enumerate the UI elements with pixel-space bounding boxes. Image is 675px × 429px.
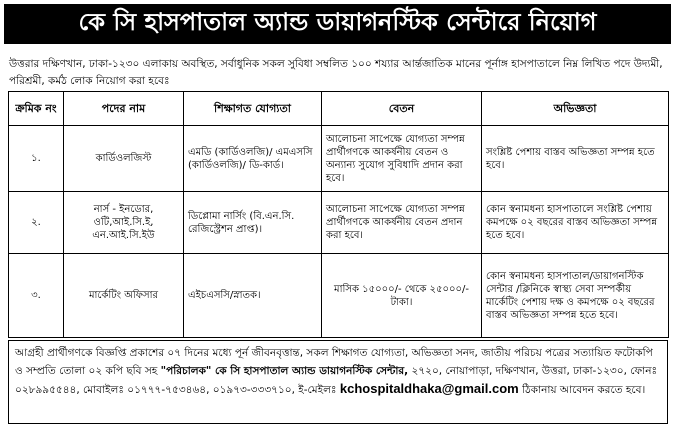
row-post: কার্ডিওলজিস্ট [64, 126, 184, 192]
row-post: মার্কেটিং অফিসার [64, 254, 184, 338]
row-qualification: এইচএসসি/স্নাতক। [184, 254, 322, 338]
row-post: নার্স - ইনডোর, ওটি,আই.সি.ই, এন.আই.সি.ইউ [64, 192, 184, 254]
table-row [9, 126, 669, 192]
header-post: পদের নাম [64, 92, 184, 126]
row-serial: ৩. [9, 254, 64, 338]
row-experience: কোন স্বনামধন্য হাসপাতাল/ডায়াগনস্টিক সেন্টার /ক্লিনিকে স্বাস্থ্য সেবা সম্পর্কীয় মার্কেটিং পেশায় দক্ষ ও কমপক্ষে ০২ বছরের বাস্তব অভিজ্ঞতা সম্পন্ন হতে হবে। [482, 254, 669, 338]
header-experience: অভিজ্ঞতা [482, 92, 669, 126]
row-salary: মাসিক ১৫০০০/- থেকে ২৫০০০/- টাকা। [322, 254, 482, 338]
table-row [9, 192, 669, 254]
row-qualification: ডিপ্লোমা নার্সিং (বি.এন.সি. রেজিস্ট্রেশন প্রাপ্ত)। [184, 192, 322, 254]
row-serial: ১. [9, 126, 64, 192]
recipient-organization: "পরিচালক" কে সি হাসপাতাল অ্যান্ড ডায়াগনস্টিক সেন্টার, [160, 365, 409, 377]
table-row [9, 254, 669, 338]
closing-text: ঠিকানায় আবেদন করতে হবে। [522, 384, 646, 396]
row-experience: সংশ্লিষ্ট পেশায় বাস্তব অভিজ্ঞতা সম্পন্ন হতে হবে। [482, 126, 669, 192]
vacancy-table [8, 91, 669, 338]
row-serial: ২. [9, 192, 64, 254]
header-serial: ক্রমিক নং [9, 92, 64, 126]
header-salary: বেতন [322, 92, 482, 126]
advert-title: কে সি হাসপাতাল অ্যান্ড ডায়াগনস্টিক সেন্টারে নিয়োগ [4, 4, 671, 44]
row-qualification: এমডি (কার্ডিওলজি)/ এমএসসি (কার্ডিওলজি)/ ডি-কার্ড। [184, 126, 322, 192]
row-salary: আলোচনা সাপেক্ষে যোগ্যতা সম্পন্ন প্রার্থীগণকে আকর্ষনীয় বেতন ও অন্যান্য সুযোগ সুবিধাদি প্রদান করা হবে। [322, 126, 482, 192]
intro-paragraph: উত্তরার দক্ষিণখান, ঢাকা-১২৩০ এলাকায় অবস্থিত, সর্বাধুনিক সকল সুবিধা সম্বলিত ১০০ শয্যার আর্ন্তজাতিক মানের পূর্নাঙ্গ হাসপাতালে নিম্ন লিখিত পদে উদ্যমী, পরিশ্রমী, কর্মঠ লোক নিয়োগ করা হবেঃ [9, 58, 663, 87]
header-qualification: শিক্ষাগত যোগ্যতা [184, 92, 322, 126]
row-experience: কোন স্বনামধন্য হাসপাতালে সংশ্লিষ্ট পেশায় কমপক্ষে ০২ বছরের বাস্তব অভিজ্ঞতা সম্পন্ন হতে হবে। [482, 192, 669, 254]
table-header-row [9, 92, 669, 126]
contact-address: ২৭২০, নোয়াপাড়া, দক্ষিণখান, উত্তরা, ঢাকা-১২৩০, ফোনঃ ০২৮৯৯৫৫৪৪, মোবাইলঃ ০১৭৭৭-৭৫৩৪৬৪, ০১৯৭৩-৩৩৩৭১০, ই-মেইলঃ [15, 365, 658, 396]
row-salary: আলোচনা সাপেক্ষে যোগ্যতা সম্পন্ন প্রার্থীগণকে আকর্ষনীয় বেতন প্রদান করা হবে। [322, 192, 482, 254]
application-instructions [8, 340, 668, 424]
instructions-text: আগ্রহী প্রার্থীগণকে বিজ্ঞপ্তি প্রকাশের ০৭ দিনের মধ্যে পূর্ন জীবনবৃত্তান্ত, সকল শিক্ষাগত যোগ্যতা, অভিজ্ঞতা সনদ, জাতীয় পরিচয় পত্রের সত্যায়িত ফটোকপি ও সম্প্রতি তোলা ০২ কপি ছবি সহ [15, 347, 653, 377]
email-address: kchospitaldhaka@gmail.com [339, 381, 519, 396]
